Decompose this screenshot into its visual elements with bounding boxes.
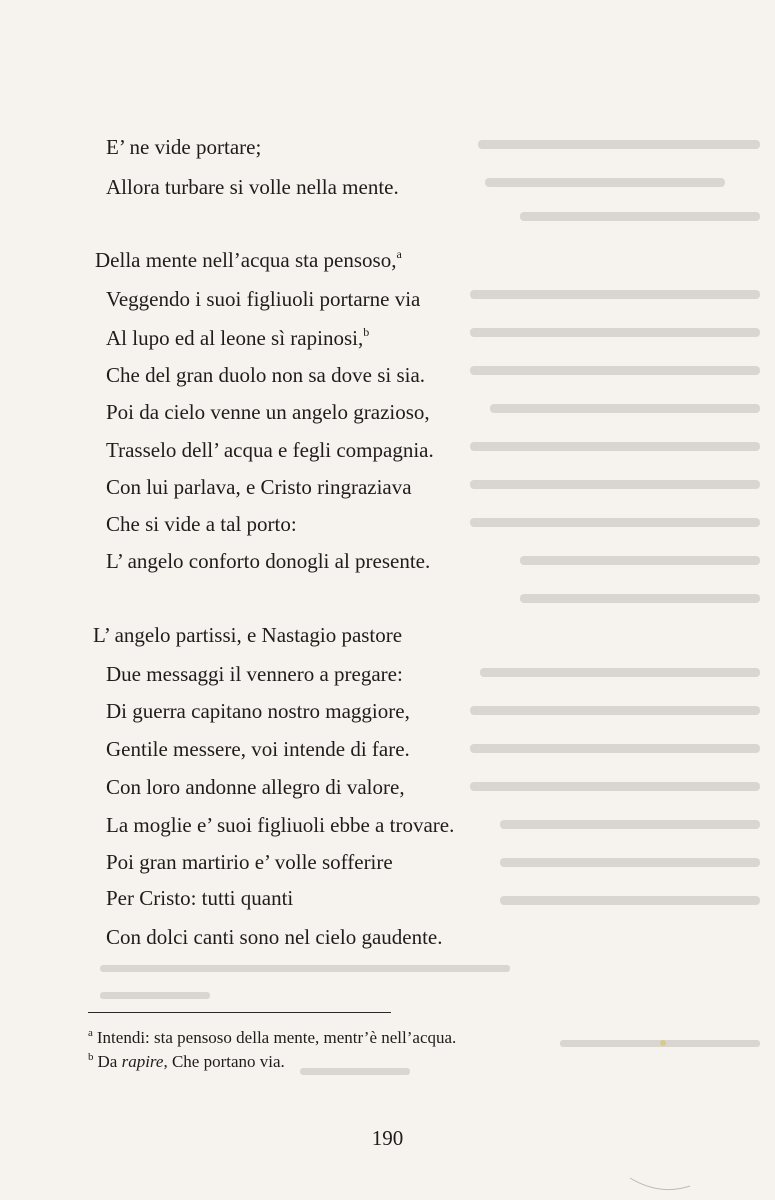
verse-line: Gentile messere, voi intende di fare. (106, 737, 410, 761)
footnote-b: $^b$ Da rapire, Che portano via. (88, 1051, 285, 1071)
verse-line: Allora turbare si volle nella mente. (106, 175, 399, 199)
footnote-a: $^a$ Intendi: sta pensoso della mente, mentr’è nell’acqua. (88, 1027, 457, 1047)
footnote-rule (88, 1012, 391, 1013)
verse-line: Con dolci canti sono nel cielo gaudente. (106, 925, 443, 949)
verse-line: E’ ne vide portare; (106, 135, 262, 159)
verse-line: Due messaggi il vennero a pregare: (106, 662, 403, 686)
footnote-ref-a: a (396, 247, 402, 261)
footnote-ref-b: b (363, 325, 370, 339)
verse-line: Poi da cielo venne un angelo grazioso, (106, 400, 430, 424)
verse-line: Trasselo dell’ acqua e fegli compagnia. (106, 438, 434, 462)
verse-line: Veggendo i suoi figliuoli portarne via (106, 287, 421, 311)
verse-line: Al lupo ed al leone sì rapinosi,$^b$ (106, 325, 370, 350)
verse-line: Della mente nell’acqua sta pensoso,$^a$ (95, 247, 402, 272)
verse-line: La moglie e’ suoi figliuoli ebbe a trovare. (106, 813, 455, 837)
verse-line: L’ angelo partissi, e Nastagio pastore (93, 623, 403, 647)
verse-line: Di guerra capitano nostro maggiore, (106, 699, 410, 723)
verse-line: Per Cristo: tutti quanti (106, 886, 294, 910)
verse-line: Che del gran duolo non sa dove si sia. (106, 363, 426, 387)
verse-line: L’ angelo conforto donogli al presente. (106, 549, 431, 573)
verse-line: Con lui parlava, e Cristo ringraziava (106, 475, 412, 499)
verse-line: Poi gran martirio e’ volle sofferire (106, 850, 393, 874)
page-number: 190 (371, 1126, 404, 1150)
verse-line: Con loro andonne allegro di valore, (106, 775, 405, 799)
verse-line: Che si vide a tal porto: (106, 512, 297, 536)
